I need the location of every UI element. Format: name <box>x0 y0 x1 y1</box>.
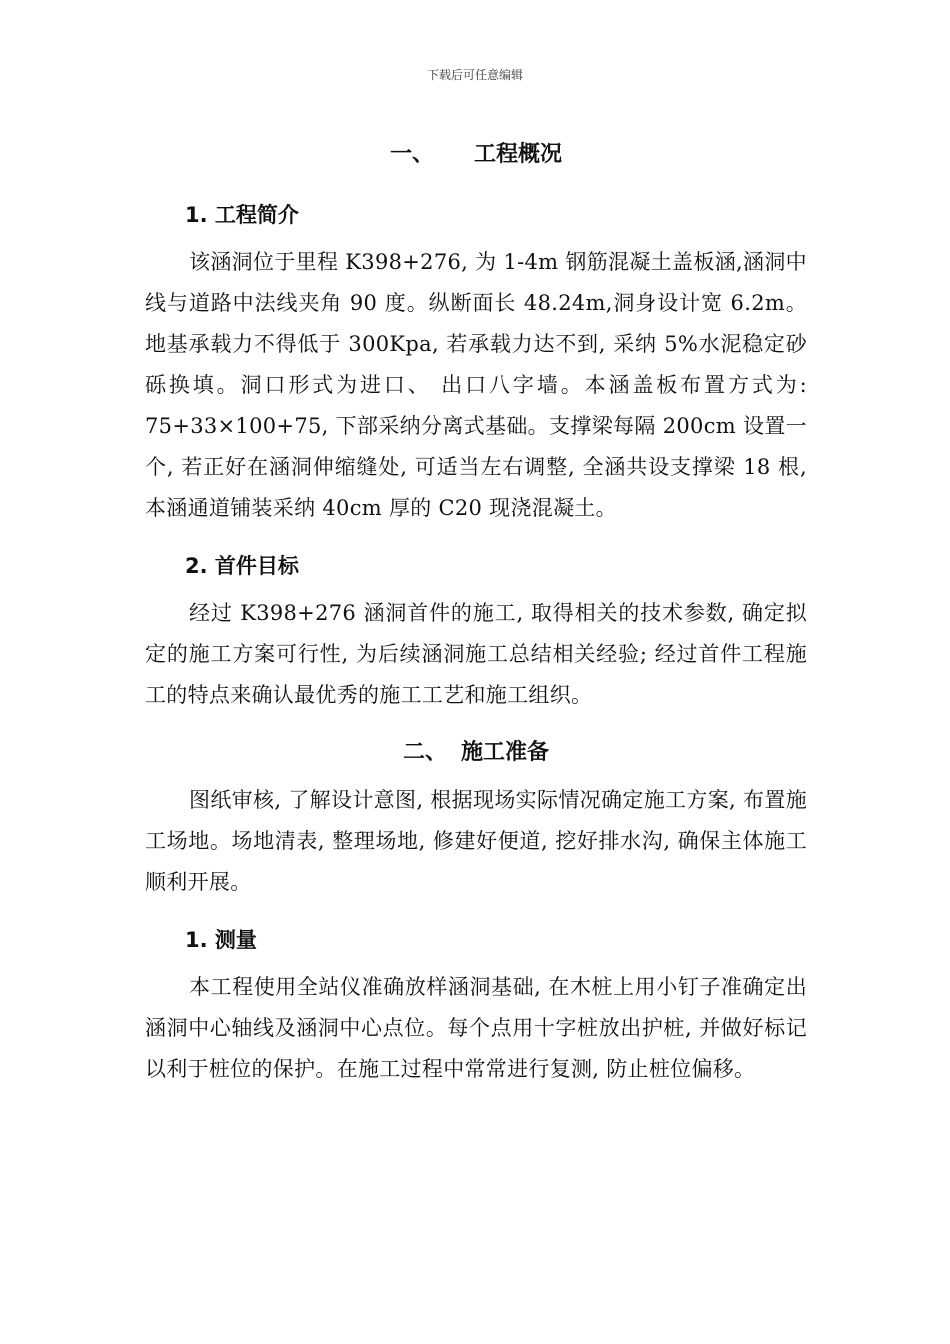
section-number: 二、 <box>402 740 447 765</box>
section-heading-1 <box>145 128 807 182</box>
document-body <box>145 128 807 1090</box>
subsection-heading-first-piece-goal: 2. 首件目标 <box>185 554 299 578</box>
section-title: 施工准备 <box>461 740 550 765</box>
paragraph-construction-prep: 图纸审核, 了解设计意图, 根据现场实际情况确定施工方案, 布置施工场地。场地清表, 整理场地, 修建好便道, 挖好排水沟, 确保主体施工顺利开展。 <box>145 788 807 894</box>
section-title: 工程概况 <box>474 142 563 167</box>
page-header-note: 下载后可任意编辑 <box>426 68 523 82</box>
section-heading-2 <box>145 726 807 780</box>
paragraph-survey: 本工程使用全站仪准确放样涵洞基础, 在木桩上用小钉子准确定出涵洞中心轴线及涵洞中心点位。每个点用十字桩放出护桩, 并做好标记以利于桩位的保护。在施工过程中常常进行复测, 防止桩位偏移。 <box>145 975 807 1081</box>
paragraph-project-intro: 该涵洞位于里程 K398+276, 为 1-4m 钢筋混凝土盖板涵,涵洞中线与道路中法线夹角 90 度。纵断面长 48.24m,洞身设计宽 6.2m。地基承载力不得低于 300Kpa, 若承载力达不到, 采纳 5%水泥稳定砂砾换填。洞口形式为进口、 出口八字墙。本涵盖板布置方式为: 75+33×100+75, 下部采纳分离式基础。支撑梁每隔 200cm 设置一个, 若正好在涵洞伸缩缝处, 可适当左右调整, 全涵共设支撑梁 18 根, 本涵通道铺装采纳 40cm 厚的 C20 现浇混凝土。 <box>145 250 807 520</box>
subsection-heading-project-intro: 1. 工程简介 <box>185 203 299 227</box>
section-number: 一、 <box>389 142 434 167</box>
subsection-heading-survey: 1. 测量 <box>185 928 257 952</box>
paragraph-first-piece-goal: 经过 K398+276 涵洞首件的施工, 取得相关的技术参数, 确定拟定的施工方案可行性, 为后续涵洞施工总结相关经验; 经过首件工程施工的特点来确认最优秀的施工工艺和施工组织。 <box>145 601 807 707</box>
